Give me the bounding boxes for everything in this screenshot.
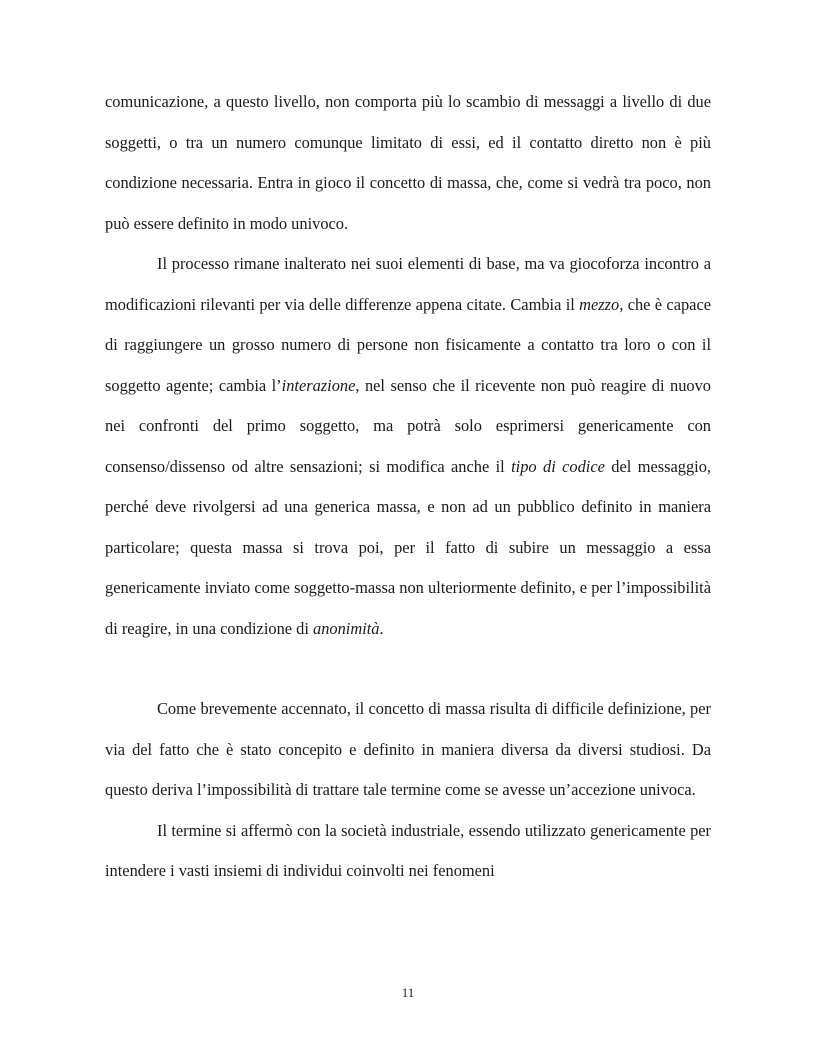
paragraph-2-text-3: , nel senso che il ricevente non può reagire di nuovo nei confronti del primo soggetto, ma potrà solo esprimersi genericamente con consenso/dissenso od altre sensazioni; si modifica anche il xyxy=(105,375,711,476)
paragraph-3: Come brevemente accennato, il concetto di massa risulta di difficile definizione, per via del fatto che è stato concepito e definito in maniera diversa da diversi studiosi. Da questo deriva l’impossibilità di trattare tale termine come se avesse un’accezione univoca. xyxy=(105,699,711,799)
paragraph-2-text-5: . xyxy=(379,618,384,638)
paragraph-2-text-2: , che è capace di raggiungere un grosso numero di persone non fisicamente a contatto tra loro o con il soggetto agente; cambia l’ xyxy=(105,294,711,395)
paragraph-2-text-1: Il processo rimane inalterato nei suoi elementi di base, ma va giocoforza incontro a modificazioni rilevanti per via delle differenze appena citate. Cambia il xyxy=(105,254,711,314)
term-tipo-di-codice: tipo di codice xyxy=(511,456,605,476)
paragraph-1: comunicazione, a questo livello, non comporta più lo scambio di messaggi a livello di due soggetti, o tra un numero comunque limitato di essi, ed il contatto diretto non è più condizione necessaria. Entra in gioco il concetto di massa, che, come si vedrà tra poco, non può essere definito in modo univoco. xyxy=(105,92,711,233)
term-anonimita: anonimità xyxy=(313,618,380,638)
paragraph-4: Il termine si affermò con la società industriale, essendo utilizzato genericamente per intendere i vasti insiemi di individui coinvolti nei fenomeni xyxy=(105,820,711,880)
paragraph-2-text-4: del messaggio, perché deve rivolgersi ad una generica massa, e non ad un pubblico definito in maniera particolare; questa massa si trova poi, per il fatto di subire un messaggio a essa genericamente inviato come soggetto-massa non ulteriormente definito, e per l’impossibilità di reagire, in una condizione di xyxy=(105,456,712,638)
term-mezzo: mezzo xyxy=(579,294,620,314)
body-text xyxy=(105,82,711,892)
page-number: 11 xyxy=(401,985,415,1000)
paragraph-2 xyxy=(105,244,711,649)
term-interazione: interazione xyxy=(281,375,356,395)
